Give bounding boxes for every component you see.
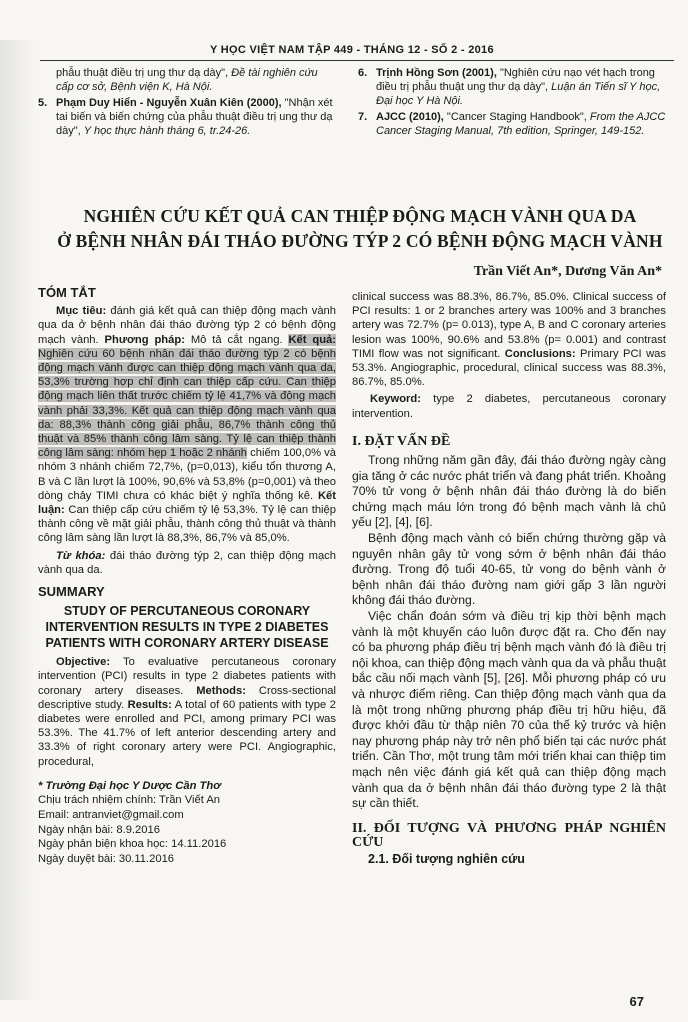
abstract-vi-keywords: Từ khóa: đái tháo đường týp 2, can thiệp động mạch vành qua da. xyxy=(38,549,337,576)
affiliation-institution: * Trường Đại học Y Dược Cần Thơ xyxy=(38,779,221,792)
article-title: NGHIÊN CỨU KẾT QUẢ CAN THIỆP ĐỘNG MẠCH VÀNH QUA DA Ở BỆNH NHÂN ĐÁI THÁO ĐƯỜNG TÝP 2 CÓ BỆNH ĐỘNG MẠCH VÀNH xyxy=(57,206,663,251)
summary-keywords: Keyword: type 2 diabetes, percutaneous coronary intervention. xyxy=(352,393,666,420)
summary-body: Objective: To evaluative percutaneous coronary intervention (PCI) results in type 2 diabetes patients with coronary artery diseases. Methods: Cross-sectional descriptive study. Results: A total of 60 patients with type 2 diabetes were enrolled and PCI, among primary PCI was 53.3%. The 41.7% of left anterior descending artery and 33.3% of right coronary artery were PCI. Angiographic, procedural, xyxy=(38,656,336,768)
running-header: Y HỌC VIỆT NAM TẬP 449 - THÁNG 12 - SỐ 2 - 2016 xyxy=(210,44,494,56)
article-authors: Trần Viết An*, Dương Văn An* xyxy=(473,264,662,279)
abstract-vi-body: Mục tiêu: đánh giá kết quả can thiệp động mạch vành qua da ở bệnh nhân đái tháo đường týp 2 có bệnh động mạch vành. Phương pháp: Mô tả cắt ngang. Kết quả: Nghiên cứu 60 bệnh nhân đái tháo đường týp 2 có bệnh động mạch vành được can thiệp động mạch vành qua da, 53,3% trường hợp chỉ định can thiệp cấp cứu. Can thiệp động mạch liên thất trước chiếm tỷ lệ 41,7% và động mạch vành phải 33,3%. Kết quả can thiệp động mạch vành qua da: 88,3% thành công giải phẫu, 86,7% thành công thủ thuật và 85% thành công lâm sàng. Tỷ lệ can thiệp thành công lâm sàng: nhóm hẹp 1 hoặc 2 nhánh chiếm 100,0% và nhóm 3 nhánh chiếm 72,7%, (p=0,013), kiểu tổn thương A, B và C lần lượt là 100%, 90,6% và 53,8% (p=0,001) và theo dòng chảy TIMI chưa có khác biệt ý nghĩa thống kê. Kết luận: Can thiệp cấp cứu chiếm tỷ lệ 53,3%. Tỷ lệ can thiệp thành công về mặt giải phẫu, thành công thủ thuật và thành công lâm sàng lần lượt là 88,3%, 86,7% và 85,0%. xyxy=(38,305,336,545)
intro-paragraph: Việc chẩn đoán sớm và điều trị kịp thời bệnh mạch vành là một khuyến cáo luôn được đặt ra. Cho đến nay có ba phương pháp điều trị bệnh mạch vành đó là điều trị nội khoa, can thiệp động mạch vành qua da và phẫu thuật bắc cầu nối mạch vành [5], [26]. Mỗi phương pháp có ưu và nhược điểm riêng. Can thiệp động mạch vành qua da là một trong những phương pháp điều trị hữu hiệu, đã được khởi đầu từ thập niên 70 của thế kỷ trước và hiện nay phương pháp này trở nên phổ biến tại các nước phát triển. Cần Thơ, một trung tâm mới triển khai can thiệp tim mạch nên việc đánh giá kết quả can thiệp động mạch vành qua da ở bệnh nhân đái tháo đường type 2 là thật sự cần thiết. xyxy=(352,608,666,811)
reference-item: 7. AJCC (2010), "Cancer Staging Handbook", From the AJCC Cancer Staging Manual, 7th edition, Springer, 149-152. xyxy=(358,111,666,137)
reference-item: 5. Phạm Duy Hiển - Nguyễn Xuân Kiên (2000), "Nhận xét tai biến và biến chứng của phẫu thuật điều trị ung thư dạ dày", Y học thực hành tháng 6, tr.24-26. xyxy=(38,97,333,137)
date-accepted: Ngày duyệt bài: 30.11.2016 xyxy=(38,852,175,865)
reference-item: 6. Trịnh Hồng Sơn (2001), "Nghiên cứu nạo vét hạch trong điều trị phẫu thuật ung thư dạ dày", Luận án Tiến sĩ Y học, Đại học Y Hà Nội. xyxy=(358,67,661,107)
reference-item: phẫu thuật điều trị ung thư dạ dày", Đề tài nghiên cứu cấp cơ sở, Bệnh viện K, Hà Nội. xyxy=(56,67,318,93)
header-rule xyxy=(40,60,674,61)
methods-heading: II. ĐỐI TƯỢNG VÀ PHƯƠNG PHÁP NGHIÊN CỨU xyxy=(352,820,666,850)
intro-body xyxy=(352,453,666,812)
page-number: 67 xyxy=(629,994,644,1009)
date-reviewed: Ngày phản biện khoa học: 14.11.2016 xyxy=(38,838,227,851)
date-received: Ngày nhận bài: 8.9.2016 xyxy=(38,823,160,836)
references-left xyxy=(38,66,338,140)
right-column xyxy=(352,290,666,866)
affiliation-email: Email: antranviet@gmail.com xyxy=(38,809,184,822)
scan-edge-shadow xyxy=(0,40,36,1000)
summary-body-continued: clinical success was 88.3%, 86.7%, 85.0%. Clinical success of PCI results: 1 or 2 branches artery was 100% and 3 branches artery was 72.7% (p= 0.013), type A, B and C coronary arteries lesion was 100%, 90.6% and 53.8% (p= 0.001) and contrast TIMI flow was not significant. Conclusions: Primary PCI was 53.3%. Angiographic, procedural, clinical success was 88.3%, 86.7%, 85.0%. xyxy=(352,291,666,389)
affiliation-responsible: Chịu trách nhiệm chính: Trần Viết An xyxy=(38,794,221,807)
abstract-vi-heading: TÓM TẮT xyxy=(38,285,96,300)
summary-heading: SUMMARY xyxy=(38,584,105,600)
intro-paragraph: Bệnh động mạch vành có biến chứng thường gặp và nguyên nhân gây tử vong sớm ở bệnh nhân đái tháo đường. Trong độ tuổi 40-65, tử vong do bệnh vành ở bệnh nhân đái tháo đường nam giới gấp 3 lần người không đái tháo đường. xyxy=(352,531,666,608)
affiliation-block xyxy=(38,779,336,867)
intro-paragraph: Trong những năm gần đây, đái tháo đường ngày càng gia tăng ở các nước phát triển và đang phát triển. Khoảng 70% tử vong ở bệnh nhân đái tháo đường là do biến chứng mạch máu lớn trong đó bệnh mạch vành là chủ yếu [2], [4], [6]. xyxy=(352,453,666,530)
highlighted-text: Nghiên cứu 60 bệnh nhân đái tháo đường týp 2 có bệnh động mạch vành được can thiệp động mạch vành qua da, 53,3% trường hợp chỉ định can thiệp cấp cứu. Can thiệp động mạch liên thất trước chiếm tỷ lệ 41,7% và động mạch vành phải 33,3%. Kết quả can thiệp động mạch vành qua da: 88,3% thành công giải phẫu, 86,7% thành công thủ thuật và 85% thành công lâm sàng. Tỷ lệ can thiệp thành công lâm sàng: nhóm hẹp 1 hoặc 2 nhánh xyxy=(38,347,336,460)
left-column xyxy=(38,286,336,866)
intro-heading: I. ĐẶT VẤN ĐỀ xyxy=(352,433,451,449)
summary-title: STUDY OF PERCUTANEOUS CORONARY INTERVENTION RESULTS IN TYPE 2 DIABETES PATIENTS WITH CORONARY ARTERY DISEASE xyxy=(45,604,329,651)
references-right xyxy=(358,66,668,140)
methods-subheading: 2.1. Đối tượng nghiên cứu xyxy=(368,852,525,867)
